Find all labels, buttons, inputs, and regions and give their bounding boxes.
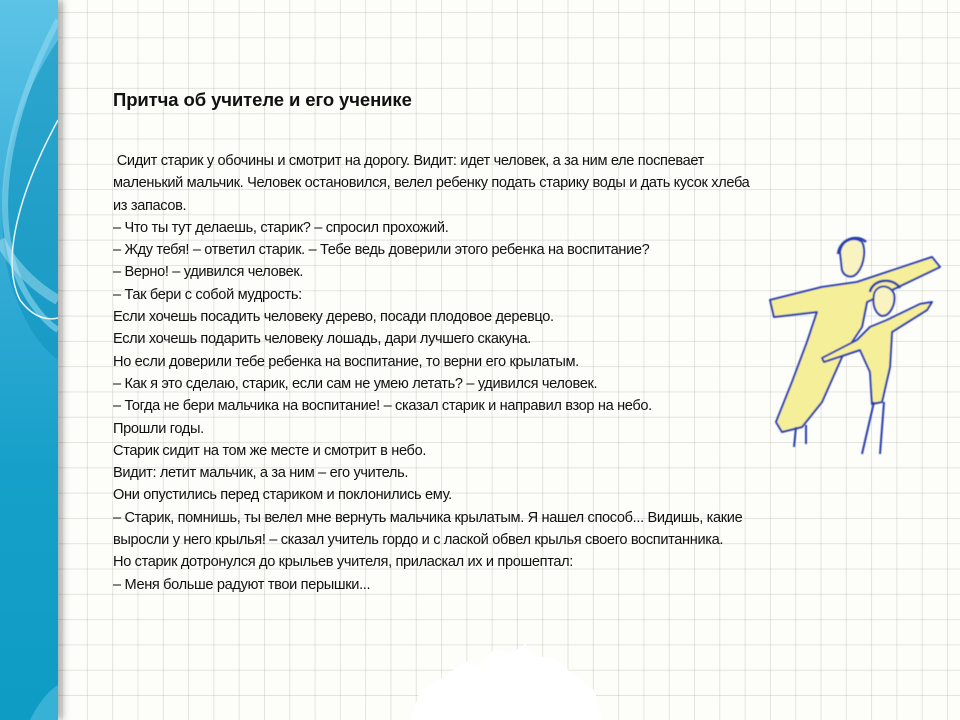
text-line: Прошли годы.: [113, 420, 204, 437]
text-line: – Тогда не бери мальчика на воспитание! – сказал старик и направил взор на небо.: [113, 398, 652, 415]
text-line: – Так бери с собой мудрость:: [113, 286, 302, 303]
text-line: – Меня больше радуют твои перышки...: [113, 576, 371, 593]
text-line: Но старик дотронулся до крыльев учителя, приласкал их и прошептал:: [113, 554, 574, 571]
text-line: – Жду тебя! – ответил старик. – Тебе ведь доверили этого ребенка на воспитание?: [113, 242, 650, 259]
decorative-white-shape: [410, 636, 602, 720]
flying-teacher-student-illustration: [762, 232, 952, 457]
swoosh-decoration-icon: [0, 0, 58, 720]
parable-text: [113, 150, 793, 596]
slide-title: Притча об учителе и его ученике: [113, 89, 412, 110]
text-line: Если хочешь подарить человеку лошадь, дари лучшего скакуна.: [113, 331, 531, 348]
text-line: выросли у него крылья! – сказал учитель гордо и с лаской обвел крылья своего воспитанника.: [113, 532, 724, 549]
text-line: Видит: летит мальчик, а за ним – его учитель.: [113, 465, 409, 482]
text-line: – Старик, помнишь, ты велел мне вернуть мальчика крылатым. Я нашел способ... Видишь, какие: [113, 509, 743, 526]
text-line: маленький мальчик. Человек остановился, велел ребенку подать старику воды и дать кусок хлеба: [113, 175, 750, 192]
flying-figures-icon: [762, 232, 952, 457]
text-line: – Верно! – удивился человек.: [113, 264, 304, 281]
slide-content: [113, 88, 793, 596]
text-line: Старик сидит на том же месте и смотрит в небо.: [113, 442, 427, 459]
text-line: из запасов.: [113, 197, 187, 214]
text-line: Но если доверили тебе ребенка на воспитание, то верни его крылатым.: [113, 353, 579, 370]
text-line: Если хочешь посадить человеку дерево, посади плодовое деревцо.: [113, 309, 554, 326]
decorative-side-panel: [0, 0, 58, 720]
text-line: – Как я это сделаю, старик, если сам не умею летать? – удивился человек.: [113, 375, 598, 392]
text-line: Сидит старик у обочины и смотрит на дорогу. Видит: идет человек, а за ним еле поспевает: [113, 153, 704, 169]
text-line: – Что ты тут делаешь, старик? – спросил прохожий.: [113, 219, 449, 236]
text-line: Они опустились перед стариком и поклонились ему.: [113, 487, 452, 504]
